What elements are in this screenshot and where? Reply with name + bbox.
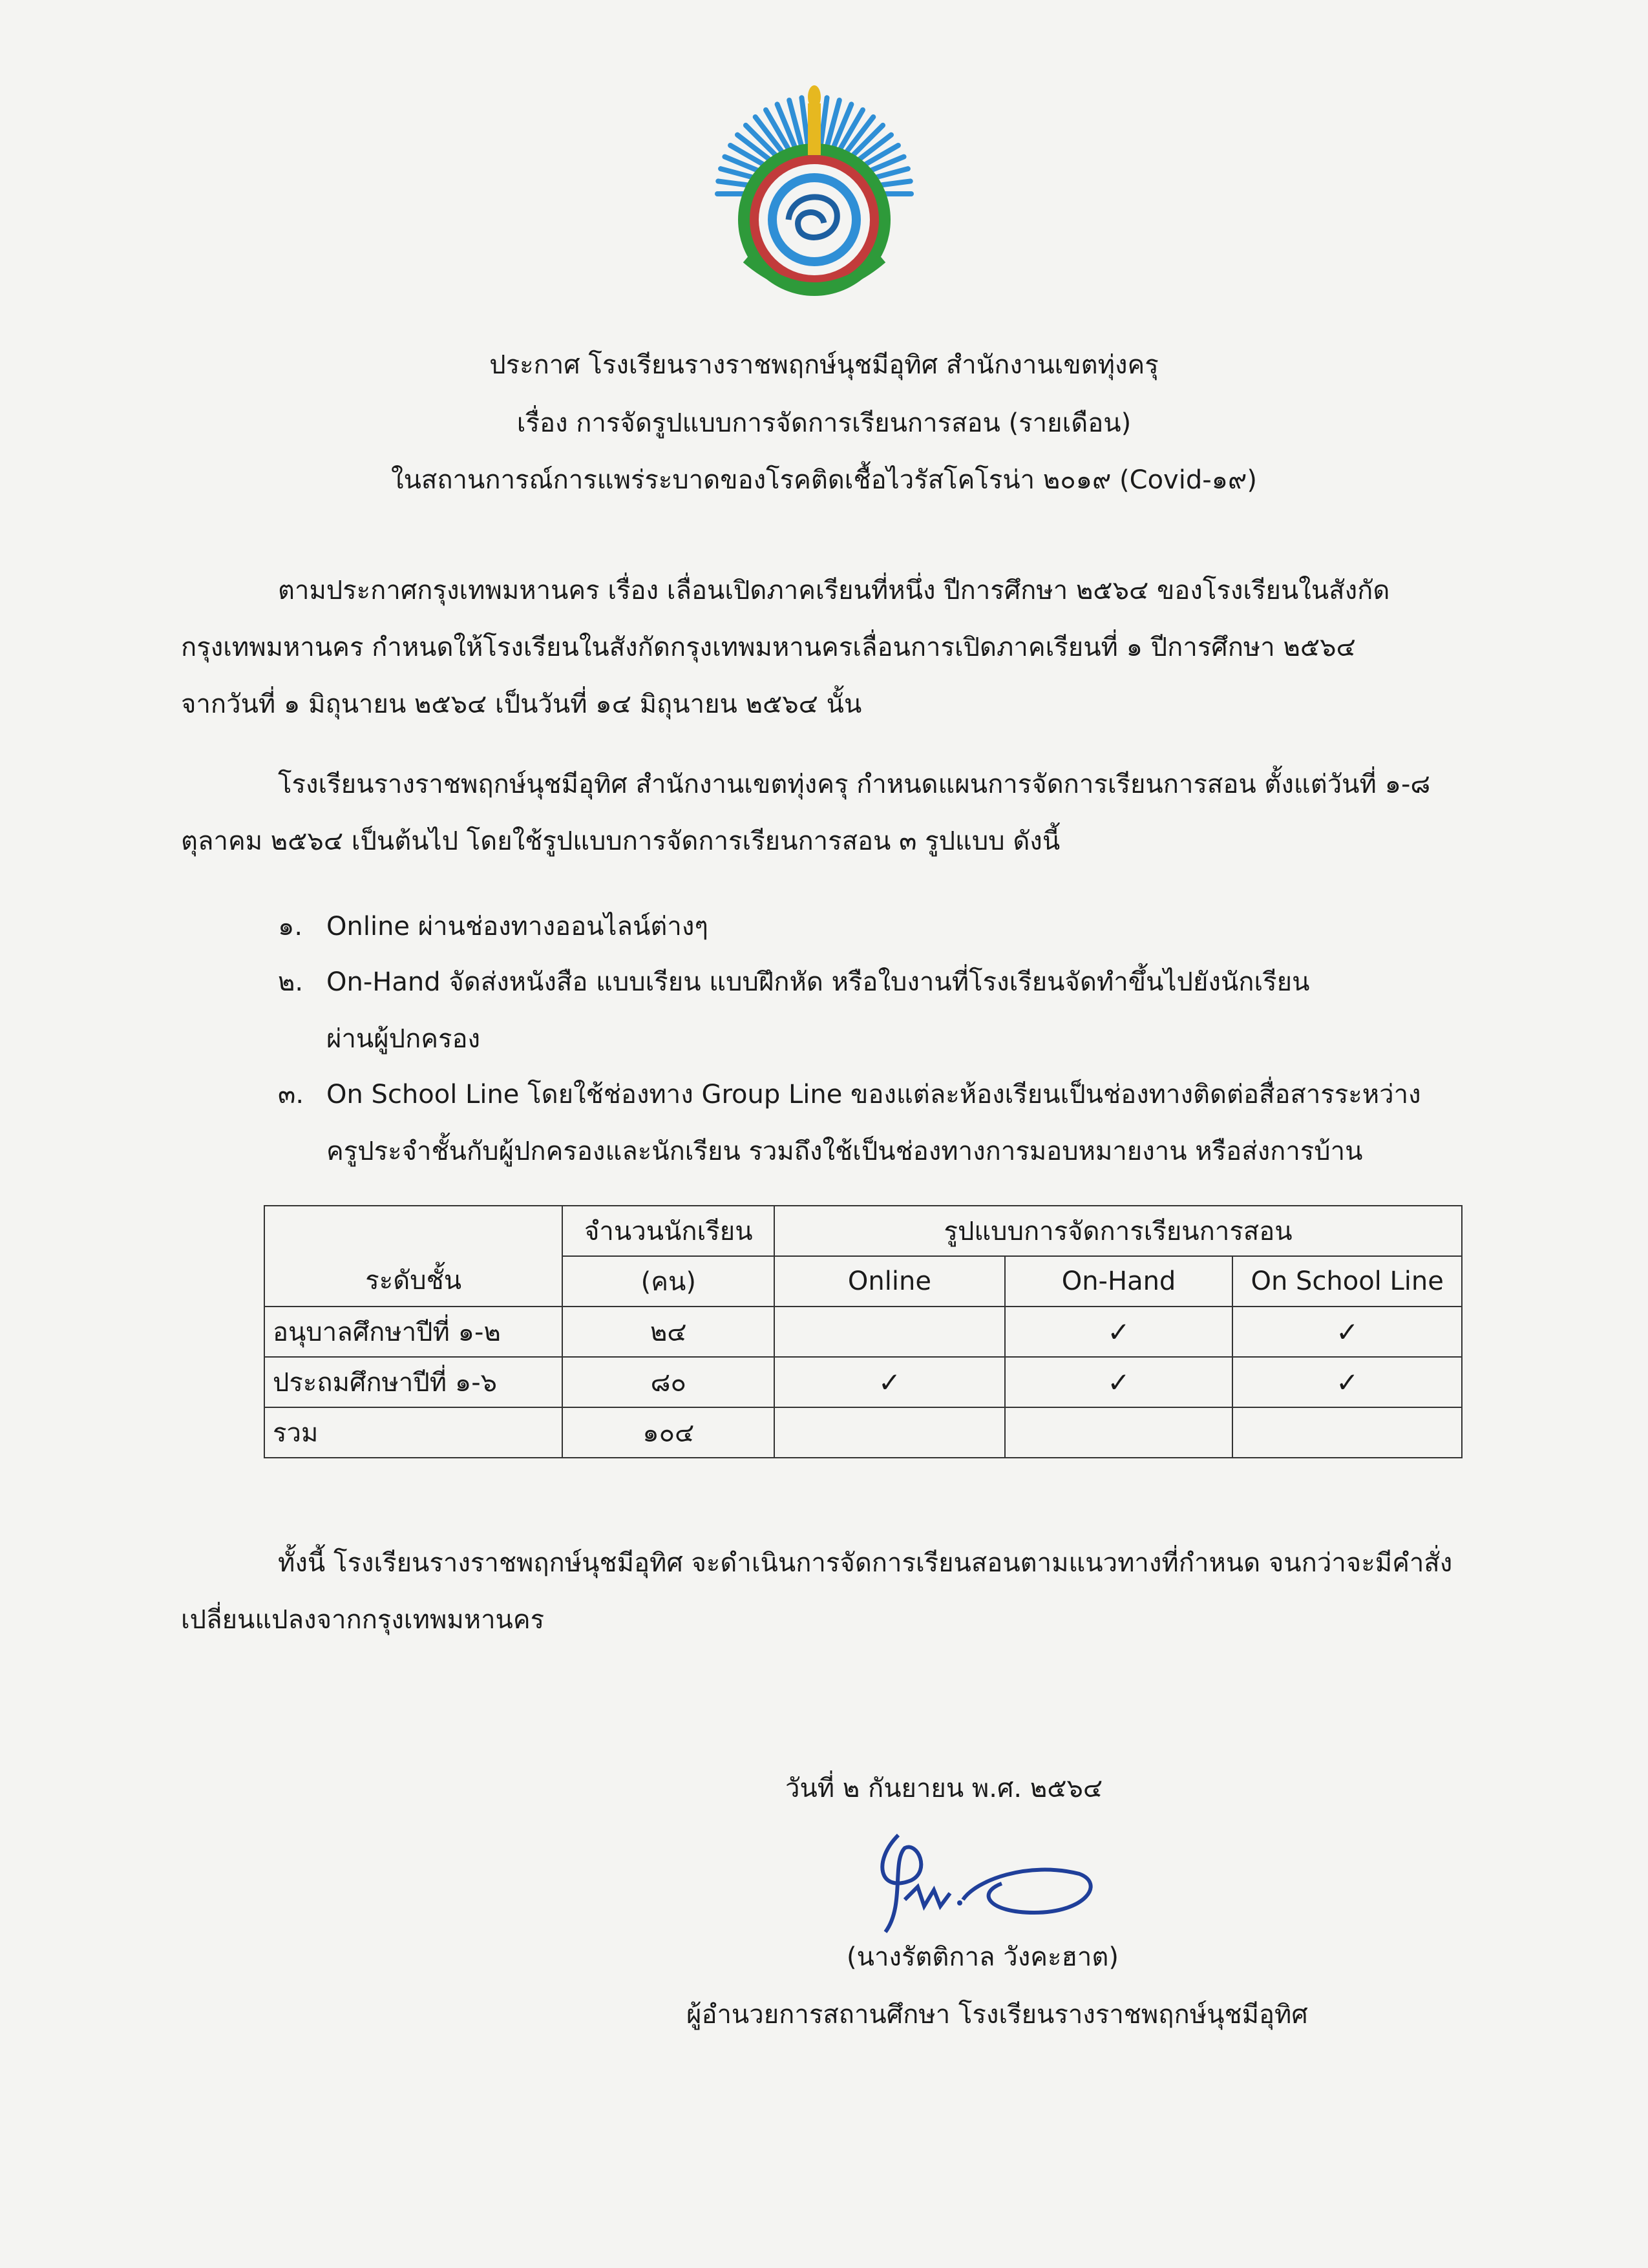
paragraph-2 — [181, 756, 1470, 870]
list-item-text — [326, 954, 1470, 1067]
cell-school-line: ✓ — [1232, 1307, 1462, 1357]
paragraph-2-line-2: ตุลาคม ๒๕๖๔ เป็นต้นไป โดยใช้รูปแบบการจัดการเรียนการสอน ๓ รูปแบบ ดังนี้ — [181, 826, 1061, 856]
header-level: ระดับชั้น — [264, 1206, 562, 1307]
paragraph-2-line-1: โรงเรียนรางราชพฤกษ์นุชมีอุทิศ สำนักงานเขตทุ่งครุ กำหนดแผนการจัดการเรียนการสอน ตั้งแต่วันที่ ๑-๘ — [278, 770, 1431, 799]
cell-online: ✓ — [774, 1357, 1005, 1407]
header-online: Online — [774, 1256, 1005, 1307]
list-item-text — [326, 1066, 1470, 1180]
cell-onhand: ✓ — [1005, 1357, 1233, 1407]
cell-online — [774, 1407, 1005, 1458]
cell-level: ประถมศึกษาปีที่ ๑-๖ — [264, 1357, 562, 1407]
list-item-text-line-1: On-Hand จัดส่งหนังสือ แบบเรียน แบบฝึกหัด หรือใบงานที่โรงเรียนจัดทำขึ้นไปยังนักเรียน — [326, 967, 1310, 997]
cell-online — [774, 1307, 1005, 1357]
cell-count: ๘๐ — [562, 1357, 774, 1407]
list-item-number: ๓. — [278, 1080, 304, 1109]
table-row — [264, 1407, 1462, 1458]
header-count-line-2: (คน) — [562, 1256, 774, 1307]
paragraph-1-line-2: กรุงเทพมหานคร กำหนดให้โรงเรียนในสังกัดกรุงเทพมหานครเลื่อนการเปิดภาคเรียนที่ ๑ ปีการศึกษา ๒๕๖๔ — [181, 633, 1356, 662]
paragraph-1-line-3: จากวันที่ ๑ มิถุนายน ๒๕๖๔ เป็นวันที่ ๑๔ มิถุนายน ๒๕๖๔ นั้น — [181, 689, 862, 719]
announcement-subject: เรื่อง การจัดรูปแบบการจัดการเรียนการสอน (รายเดือน) — [516, 408, 1132, 438]
cell-level: อนุบาลศึกษาปีที่ ๑-๒ — [264, 1307, 562, 1357]
cell-level: รวม — [264, 1407, 562, 1458]
list-item-number: ๑. — [278, 912, 303, 941]
list-item-text-line-1: On School Line โดยใช้ช่องทาง Group Line ของแต่ละห้องเรียนเป็นช่องทางติดต่อสื่อสารระหว่าง — [326, 1080, 1421, 1109]
table-row — [264, 1357, 1462, 1407]
list-item-text-line-2: ผ่านผู้ปกครอง — [326, 1024, 481, 1054]
list-item-text: Online ผ่านช่องทางออนไลน์ต่างๆ — [326, 912, 708, 941]
school-seal-logo — [711, 45, 918, 304]
header-school-line: On School Line — [1232, 1256, 1462, 1307]
header-mode: รูปแบบการจัดการเรียนการสอน — [774, 1206, 1462, 1256]
paragraph-3-line-1: ทั้งนี้ โรงเรียนรางราชพฤกษ์นุชมีอุทิศ จะดำเนินการจัดการเรียนสอนตามแนวทางที่กำหนด จนกว่าจะมีคำสั่ง — [278, 1548, 1453, 1578]
paragraph-3 — [181, 1535, 1470, 1648]
handwritten-signature — [860, 1822, 1118, 1938]
header-count-line-1: จำนวนนักเรียน — [562, 1206, 774, 1256]
paragraph-1-line-1: ตามประกาศกรุงเทพมหานคร เรื่อง เลื่อนเปิดภาคเรียนที่หนึ่ง ปีการศึกษา ๒๕๖๔ ของโรงเรียนในสังกัด — [278, 576, 1390, 605]
announcement-context: ในสถานการณ์การแพร่ระบาดของโรคติดเชื้อไวรัสโคโรน่า ๒๐๑๙ (Covid-๑๙) — [391, 465, 1257, 495]
cell-school-line — [1232, 1407, 1462, 1458]
paragraph-1 — [181, 562, 1470, 733]
signoff-date: วันที่ ๒ กันยายน พ.ศ. ๒๕๖๔ — [785, 1774, 1103, 1803]
cell-count: ๑๐๔ — [562, 1407, 774, 1458]
paragraph-3-line-2: เปลี่ยนแปลงจากกรุงเทพมหานคร — [181, 1605, 545, 1635]
teaching-mode-table — [264, 1205, 1463, 1458]
header-onhand: On-Hand — [1005, 1256, 1233, 1307]
list-item-number: ๒. — [278, 967, 304, 997]
cell-count: ๒๔ — [562, 1307, 774, 1357]
cell-onhand: ✓ — [1005, 1307, 1233, 1357]
signer-name: (นางรัตติกาล วังคะฮาต) — [847, 1942, 1119, 1972]
signer-position: ผู้อำนวยการสถานศึกษา โรงเรียนรางราชพฤกษ์นุชมีอุทิศ — [686, 2000, 1308, 2030]
announcement-title: ประกาศ โรงเรียนรางราชพฤกษ์นุชมีอุทิศ สำนักงานเขตทุ่งครุ — [489, 350, 1159, 380]
cell-onhand — [1005, 1407, 1233, 1458]
table-row — [264, 1307, 1462, 1357]
cell-school-line: ✓ — [1232, 1357, 1462, 1407]
list-item-text-line-2: ครูประจำชั้นกับผู้ปกครองและนักเรียน รวมถึงใช้เป็นช่องทางการมอบหมายงาน หรือส่งการบ้าน — [326, 1137, 1363, 1166]
